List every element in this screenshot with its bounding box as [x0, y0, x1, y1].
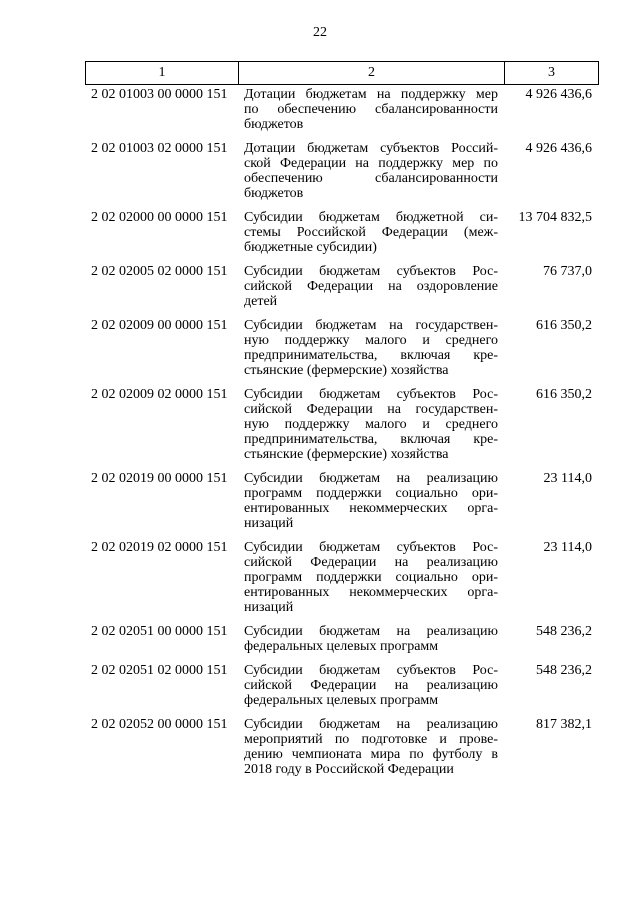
description-line: сийской Федерации на оздоровление — [244, 279, 498, 294]
description-line: Субсидии бюджетам субъектов Рос- — [244, 663, 498, 678]
description-line: по обеспечению сбалансированности — [244, 102, 498, 117]
header-col-3: 3 — [505, 62, 599, 85]
description-line: обеспечению сбалансированности — [244, 171, 498, 186]
description-line: бюджетов — [244, 117, 304, 132]
description-line: предпринимательства, включая кре- — [244, 432, 498, 447]
description-line: программ поддержки социально ори- — [244, 570, 498, 585]
description-line: ентированных некоммерческих орга- — [244, 501, 498, 516]
table-row — [85, 624, 598, 654]
income-description — [244, 264, 498, 309]
description-line: низаций — [244, 516, 294, 531]
budget-code: 2 02 02052 00 0000 151 — [91, 717, 228, 732]
amount-value: 817 382,1 — [536, 717, 592, 732]
table-row — [85, 264, 598, 309]
income-description — [244, 87, 498, 132]
income-description — [244, 471, 498, 531]
description-line: стьянские (фермерские) хозяйства — [244, 447, 449, 462]
amount-value: 23 114,0 — [543, 471, 592, 486]
table-row — [85, 87, 598, 132]
description-line: Субсидии бюджетам на реализацию — [244, 624, 498, 639]
income-description — [244, 318, 498, 378]
table-row — [85, 387, 598, 462]
table-row — [85, 540, 598, 615]
budget-code: 2 02 01003 02 0000 151 — [91, 141, 228, 156]
amount-value: 13 704 832,5 — [518, 210, 592, 225]
income-description — [244, 141, 498, 201]
description-line: ентированных некоммерческих орга- — [244, 585, 498, 600]
description-line: федеральных целевых программ — [244, 639, 439, 654]
income-description — [244, 663, 498, 708]
amount-value: 4 926 436,6 — [525, 141, 592, 156]
description-line: Субсидии бюджетам субъектов Рос- — [244, 540, 498, 555]
description-line: Субсидии бюджетам субъектов Рос- — [244, 264, 498, 279]
amount-value: 548 236,2 — [536, 663, 592, 678]
description-line: 2018 году в Российской Федерации — [244, 762, 454, 777]
amount-value: 4 926 436,6 — [525, 87, 592, 102]
description-line: дению чемпионата мира по футболу в — [244, 747, 498, 762]
description-line: детей — [244, 294, 278, 309]
budget-code: 2 02 02009 00 0000 151 — [91, 318, 228, 333]
description-line: ную поддержку малого и среднего — [244, 333, 498, 348]
header-col-2: 2 — [239, 62, 505, 85]
description-line: Субсидии бюджетам на государствен- — [244, 318, 498, 333]
description-line: ную поддержку малого и среднего — [244, 417, 498, 432]
amount-value: 76 737,0 — [543, 264, 592, 279]
description-line: федеральных целевых программ — [244, 693, 439, 708]
description-line: сийской Федерации на реализацию — [244, 555, 498, 570]
budget-code: 2 02 02051 02 0000 151 — [91, 663, 228, 678]
description-line: Дотации бюджетам субъектов Россий- — [244, 141, 498, 156]
description-line: бюджетные субсидии) — [244, 240, 377, 255]
table-row — [85, 663, 598, 708]
description-line: стьянские (фермерские) хозяйства — [244, 363, 449, 378]
table-row — [85, 210, 598, 255]
budget-code: 2 02 02000 00 0000 151 — [91, 210, 228, 225]
description-line: программ поддержки социально ори- — [244, 486, 498, 501]
table-row — [85, 318, 598, 378]
description-line: сийской Федерации на государствен- — [244, 402, 498, 417]
budget-code: 2 02 02051 00 0000 151 — [91, 624, 228, 639]
description-line: низаций — [244, 600, 294, 615]
description-line: стемы Российской Федерации (меж- — [244, 225, 498, 240]
budget-code: 2 02 02019 00 0000 151 — [91, 471, 228, 486]
description-line: сийской Федерации на реализацию — [244, 678, 498, 693]
description-line: предпринимательства, включая кре- — [244, 348, 498, 363]
table-row — [85, 141, 598, 201]
description-line: Субсидии бюджетам на реализацию — [244, 471, 498, 486]
table-row — [85, 717, 598, 777]
table-header — [85, 61, 599, 85]
header-row — [86, 62, 599, 85]
description-line: Дотации бюджетам на поддержку мер — [244, 87, 498, 102]
amount-value: 548 236,2 — [536, 624, 592, 639]
income-description — [244, 624, 498, 654]
budget-code: 2 02 02009 02 0000 151 — [91, 387, 228, 402]
table-body — [85, 87, 598, 786]
income-description — [244, 717, 498, 777]
table-row — [85, 471, 598, 531]
amount-value: 23 114,0 — [543, 540, 592, 555]
description-line: Субсидии бюджетам бюджетной си- — [244, 210, 498, 225]
budget-code: 2 02 02005 02 0000 151 — [91, 264, 228, 279]
budget-code: 2 02 01003 00 0000 151 — [91, 87, 228, 102]
header-col-1: 1 — [86, 62, 239, 85]
budget-code: 2 02 02019 02 0000 151 — [91, 540, 228, 555]
income-description — [244, 387, 498, 462]
description-line: бюджетов — [244, 186, 304, 201]
description-line: ской Федерации на поддержку мер по — [244, 156, 498, 171]
description-line: Субсидии бюджетам субъектов Рос- — [244, 387, 498, 402]
amount-value: 616 350,2 — [536, 387, 592, 402]
description-line: Субсидии бюджетам на реализацию — [244, 717, 498, 732]
income-description — [244, 210, 498, 255]
amount-value: 616 350,2 — [536, 318, 592, 333]
income-description — [244, 540, 498, 615]
description-line: мероприятий по подготовке и прове- — [244, 732, 498, 747]
page-number: 22 — [313, 25, 327, 40]
